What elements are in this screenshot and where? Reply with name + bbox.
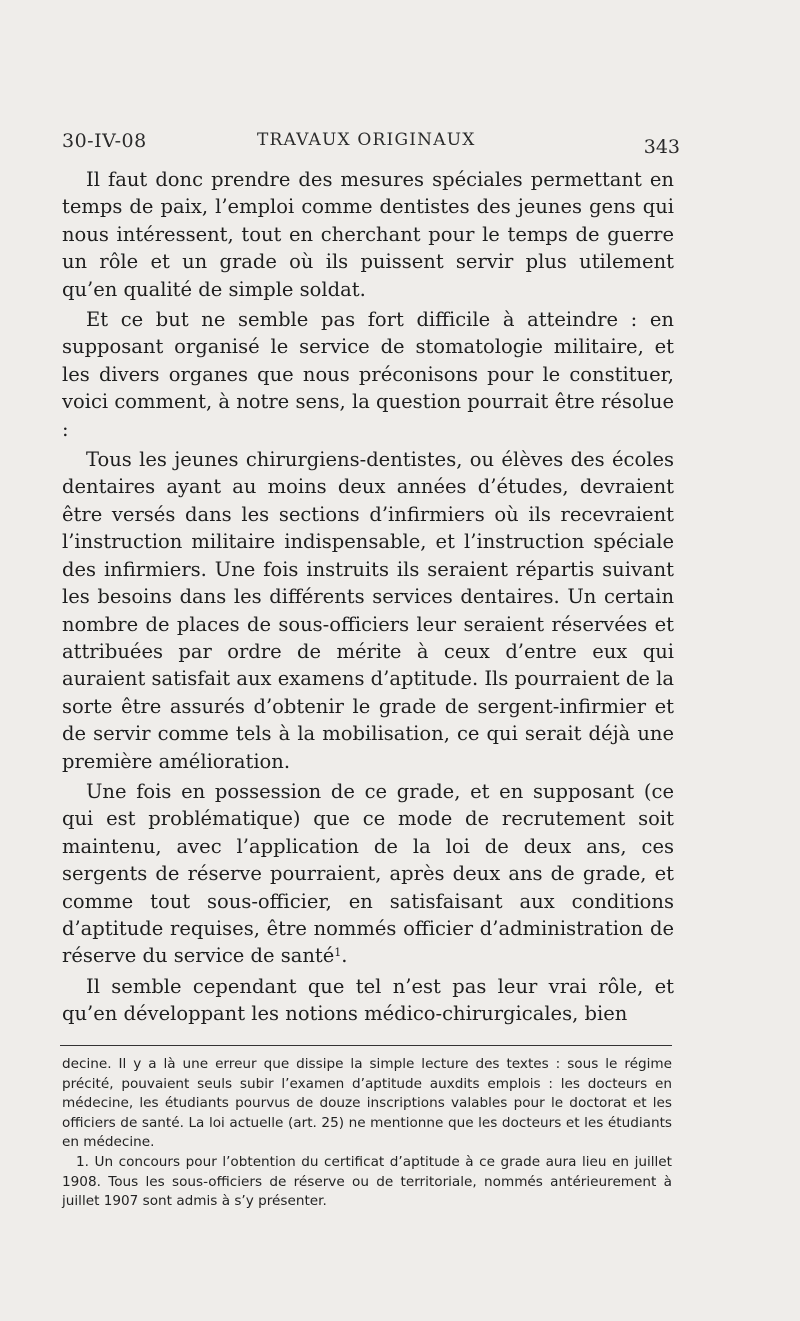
footnote-reference: 1 <box>334 946 342 960</box>
issue-date: 30-IV-08 <box>62 130 147 152</box>
paragraph-4: Une fois en possession de ce grade, et en supposant (ce qui est problématique) que ce mode de recrutement soit maintenu, avec l’application de la loi de deux ans, ces sergents de réserve pourraient, après deux ans de grade, et comme tout sous-officier, en satisfaisant aux conditions d’aptitude requises, être nommés officier d’administration de réserve du service de santé$^1$. <box>62 779 674 968</box>
paragraph-4-text: Une fois en possession de ce grade, et en supposant (ce qui est problématique) que ce mode de recrutement soit maintenu, avec l’application de la loi de deux ans, ces sergents de réserve pourraient, après deux ans de grade, et comme tout sous-officier, en satisfaisant aux conditions d’aptitude requises, être nommés officier d’administration de réserve du service de santé <box>62 779 674 968</box>
footnote-rule <box>60 1045 672 1046</box>
footnote-continued: decine. Il y a là une erreur que dissipe la simple lecture des textes : sous le régime précité, pouvaient seuls subir l’examen d’aptitude auxdits emplois : les docteurs en médecine, les étudiants pourvus de douze inscriptions valables pour le doctorat et les officiers de santé. La loi actuelle (art. 25) ne mentionne que les docteurs et les étudiants en médecine. <box>62 1056 672 1151</box>
paragraph-1: Il faut donc prendre des mesures spéciales permettant en temps de paix, l’emploi comme dentistes des jeunes gens qui nous intéressent, tout en cherchant pour le temps de guerre un rôle et un grade où ils puissent servir plus utilement qu’en qualité de simple soldat. <box>62 168 674 301</box>
running-head <box>62 128 680 158</box>
footnotes <box>62 1055 672 1212</box>
section-title: TRAVAUX ORIGINAUX <box>257 130 476 150</box>
paragraph-3: Tous les jeunes chirurgiens-dentistes, ou élèves des écoles dentaires ayant au moins deux années d’études, devraient être versés dans les sections d’infirmiers où ils recevraient l’instruction militaire indispensable, et l’instruction spéciale des infirmiers. Une fois instruits ils seraient répartis suivant les besoins dans les différents services dentaires. Un certain nombre de places de sous-officiers leur seraient réservées et attribuées par ordre de mérite à ceux d’entre eux qui auraient satisfait aux examens d’aptitude. Ils pourraient de la sorte être assurés d’obtenir le grade de sergent-infirmier et de servir comme tels à la mobilisation, ce qui serait déjà une première amélioration. <box>62 448 674 773</box>
footnote-1: 1. Un concours pour l’obtention du certificat d’aptitude à ce grade aura lieu en juillet 1908. Tous les sous-officiers de réserve ou de territoriale, nommés antérieurement à juillet 1907 sont admis à s’y présenter. <box>62 1153 672 1210</box>
paragraph-5: Il semble cependant que tel n’est pas leur vrai rôle, et qu’en développant les notions médico-chirurgicales, bien <box>62 974 674 1026</box>
body-text <box>62 166 674 1031</box>
page-number: 343 <box>643 136 680 158</box>
paragraph-2: Et ce but ne semble pas fort difficile à atteindre : en supposant organisé le service de stomatologie militaire, et les divers organes que nous préconisons pour le constituer, voici comment, à notre sens, la question pourrait être résolue : <box>62 308 674 441</box>
